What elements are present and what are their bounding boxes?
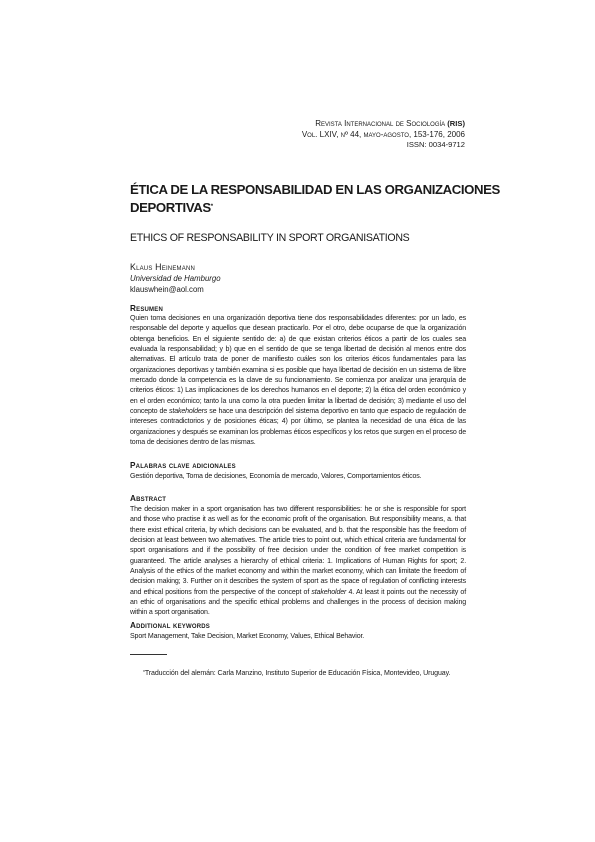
abstract-text-part1: The decision maker in a sport organisation has two different responsibilities: he or she is responsible for sport and those who practise it as well as for the economic profit of the organisation. But responsibility means, a. that there exist ethical criteria, by which decisions can be evaluated, and b. that the responsible has the freedom of decision at least between two alternatives. The article tries to point out, which ethical criteria are fundamental for sport organisations and if the possibility of free decision under the condition of free market competition is guaranteed. The article analyses a hierarchy of ethical criteria: 1. Implications of Human Rights for sport; 2. Analysis of the ethics of the market economy and within the market economy, which can limitate the freedom of decision making; 3. Further on it describes the system of sport as the space of regulation of conflicting interests and ethical positions from the perspective of the concept of [130, 506, 466, 596]
title-line-2-wrap [130, 199, 470, 217]
resumen-text-part1: Quien toma decisiones en una organización deportiva tiene dos responsabilidades diferentes: por un lado, es responsable del deporte y aquellos que desean practicarlo. Por el otro, debe ocuparse de que la organización obtenga beneficios. En el siguiente sentido de: a) de que existan criterios éticos a partir de los cuales sea evaluada la responsabilidad; y b) que en el sentido de que se tenga libertad de decisión al menos entre dos alternativas. El artículo trata de poner de manifiesto cuáles son los criterios éticos fundamentales para las organizaciones deportivas y también examina si es posible que haya libertad de decisión en un sistema de libre mercado donde la competencia es la clave de su funcionamiento. Se comienza por analizar una jerarquía de criterios éticos: 1) Las implicaciones de los derechos humanos en el deporte; 2) la ética del orden económico y en el orden económico; tanto la una como la otra pueden limitar la libertad de decisión; 3) mediante el uso del concepto de [130, 315, 466, 416]
abstract-text [130, 505, 466, 619]
author-email: klauswhein@aol.com [130, 285, 204, 294]
title-line-2: DEPORTIVAS [130, 200, 211, 215]
palabras-text: Gestión deportiva, Toma de decisiones, Economía de mercado, Valores, Comportamientos éticos. [130, 473, 422, 480]
journal-issn: ISSN: 0034-9712 [406, 140, 465, 149]
footnote-rule [130, 654, 167, 655]
footnote-marker: * [143, 670, 145, 676]
title-line-1: ÉTICA DE LA RESPONSABILIDAD EN LAS ORGANIZACIONES [130, 182, 500, 197]
journal-name: Revista Internacional de Sociología [315, 119, 446, 128]
resumen-text [130, 314, 466, 448]
author-name: Klaus Heinemann [130, 262, 196, 272]
resumen-heading: Resumen [130, 304, 163, 313]
keywords-text: Sport Management, Take Decision, Market Economy, Values, Ethical Behavior. [130, 633, 365, 640]
title-footnote-marker: * [210, 204, 213, 210]
keywords-heading: Additional keywords [130, 621, 210, 630]
journal-header [302, 119, 465, 151]
footnote-text: Traducción del alemán: Carla Manzino, Instituto Superior de Educación Física, Montevideo, Uruguay. [144, 670, 451, 677]
article-subtitle: ETHICS OF RESPONSABILITY IN SPORT ORGANISATIONS [130, 232, 410, 244]
author-affiliation: Universidad de Hamburgo [130, 274, 221, 283]
resumen-stakeholder-term: stakeholders [169, 408, 208, 416]
journal-volume: Vol. LXIV, nº 44, mayo-agosto, 153-176, 2006 [301, 129, 465, 139]
abstract-stakeholder-term: stakeholder [311, 588, 347, 596]
abstract-text-part2: 4. At least it points out the necessity of an ethic of organisations and the specific ethical problems and challenges in the process of decision making within a sport organisation. [130, 588, 466, 617]
journal-abbr: (RIS) [447, 119, 465, 128]
footnote [143, 670, 450, 677]
author-block [130, 262, 221, 295]
abstract-heading: Abstract [130, 494, 167, 503]
palabras-heading: Palabras clave adicionales [130, 461, 236, 470]
journal-name-line [302, 119, 465, 130]
resumen-text-part2: se hace una descripción del sistema deportivo en tanto que espacio de regulación de intereses contradictorios y de posiciones éticas; 4) por último, se plantea la necesidad de una ética de las organizaciones y después se examinan los problemas éticos específicos y los retos que surgen en el proceso de toma de decisiones dentro de las mismas. [130, 408, 466, 447]
article-title [130, 181, 500, 217]
